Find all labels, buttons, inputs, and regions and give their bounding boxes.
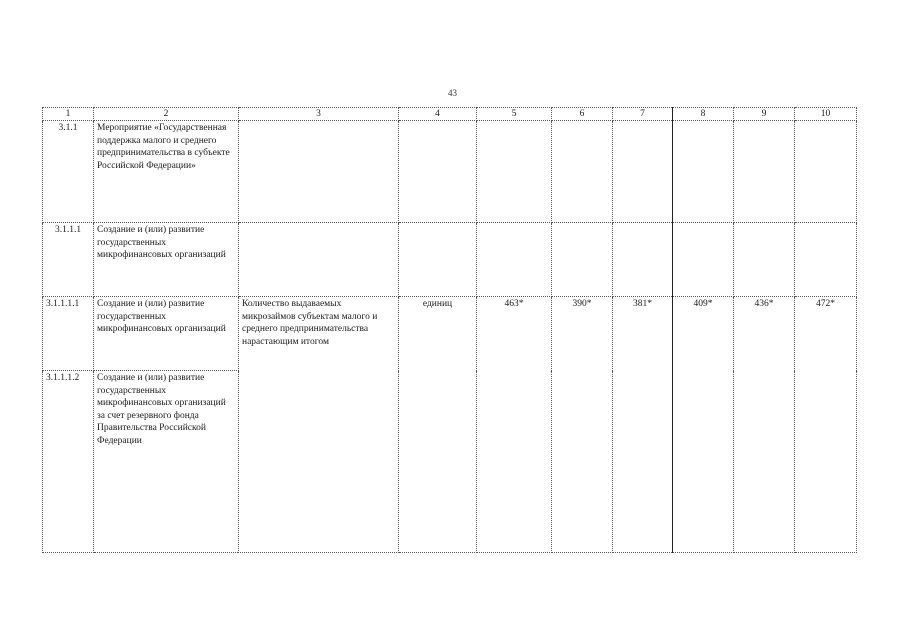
row-name: Создание и (или) развитие государственных микрофинансовых организаций за счет резервного фонда Правительства Российской Федерации [94,371,239,553]
column-header: 9 [734,108,795,121]
page-number: 43 [448,88,457,98]
empty-cell [239,223,399,297]
row-code: 3.1.1.1.2 [43,371,94,553]
column-header: 8 [673,108,734,121]
table-row [43,223,857,297]
unit: единиц [399,297,477,553]
empty-cell [795,223,857,297]
column-header: 6 [552,108,613,121]
value-cell: 409* [673,297,734,553]
column-number-row [43,108,857,121]
empty-cell [239,121,399,223]
empty-cell [613,223,673,297]
empty-cell [552,223,613,297]
value-cell: 463* [477,297,552,553]
program-table [42,107,857,553]
empty-cell [477,223,552,297]
column-header: 4 [399,108,477,121]
column-header: 1 [43,108,94,121]
value-cell: 390* [552,297,613,553]
empty-cell [552,121,613,223]
row-code: 3.1.1 [43,121,94,223]
column-header: 2 [94,108,239,121]
column-header: 7 [613,108,673,121]
table-row [43,121,857,223]
row-code: 3.1.1.1.1 [43,297,94,371]
empty-cell [795,121,857,223]
column-header: 10 [795,108,857,121]
empty-cell [673,223,734,297]
empty-cell [477,121,552,223]
indicator-name: Количество выдаваемых микрозаймов субъектам малого и среднего предпринимательства нарастающим итогом [239,297,399,553]
value-cell: 436* [734,297,795,553]
empty-cell [399,223,477,297]
value-cell: 472* [795,297,857,553]
row-name: Мероприятие «Государственная поддержка малого и среднего предпринимательства в субъекте Российской Федерации» [94,121,239,223]
row-name: Создание и (или) развитие государственных микрофинансовых организаций [94,297,239,371]
empty-cell [399,121,477,223]
column-header: 3 [239,108,399,121]
table-row [43,297,857,371]
empty-cell [734,121,795,223]
row-name: Создание и (или) развитие государственных микрофинансовых организаций [94,223,239,297]
empty-cell [673,121,734,223]
column-header: 5 [477,108,552,121]
value-cell: 381* [613,297,673,553]
row-code: 3.1.1.1 [43,223,94,297]
empty-cell [734,223,795,297]
empty-cell [613,121,673,223]
